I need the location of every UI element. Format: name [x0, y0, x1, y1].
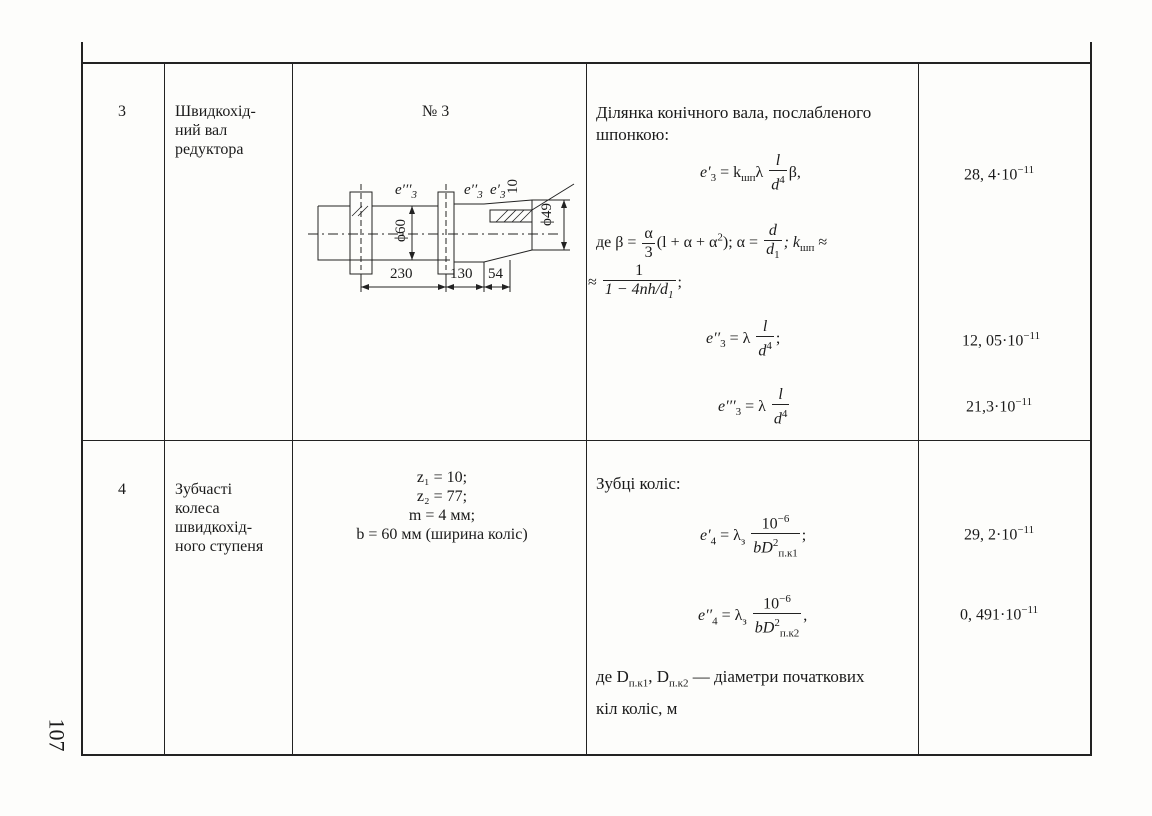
formula-e3-prime — [700, 152, 801, 194]
alpha-den-wrap — [764, 241, 782, 264]
note-a-sub: п.к1 — [628, 677, 649, 690]
sketch-e3-triple — [395, 182, 417, 201]
row4-param-b: b = 60 мм (ширина коліс) — [356, 526, 528, 543]
note-a: де D — [596, 667, 629, 686]
f1-lambda: λ — [755, 163, 764, 181]
alpha-fraction — [764, 222, 782, 264]
g2-den-exp: 2 — [774, 617, 780, 630]
note-b-sub: п.к2 — [669, 677, 689, 690]
row3-value-2 — [962, 330, 1040, 350]
g2-lsub: з — [742, 615, 747, 628]
row3-name-line1: Швидкохід- — [175, 103, 256, 120]
row3-description-line2: шпонкою: — [596, 125, 670, 144]
row4-note — [596, 664, 864, 722]
f1-tail: β, — [788, 163, 801, 181]
k-sub: шп — [800, 241, 815, 254]
g1-num-wrap — [751, 510, 800, 534]
column-line-0 — [81, 42, 83, 756]
formula-e4-double — [698, 590, 807, 643]
row3-description-line1: Ділянка конічного вала, послабленого — [596, 103, 872, 122]
row4-name-line3: швидкохід- — [175, 519, 253, 536]
row4-name-line1: Зубчасті — [175, 481, 233, 498]
sketch-e3-double — [464, 182, 483, 201]
column-line-2 — [292, 62, 293, 756]
row4-param-z2: z₂ = 77; — [416, 488, 468, 505]
k-den: 1 − 4nh/d — [604, 281, 669, 298]
f3-den-wrap — [772, 405, 790, 428]
column-line-3 — [586, 62, 587, 756]
f2-den: d — [758, 342, 767, 360]
sketch-e3-double-main: e′′ — [464, 182, 478, 198]
f3-lhs: e′′′ — [718, 397, 736, 415]
beta-paren-end: ); α = — [722, 233, 759, 251]
row3-value-3-mant: 21,3·10 — [966, 398, 1016, 416]
f2-lhs-sub: 3 — [720, 338, 726, 351]
g1-eq: = λ — [716, 527, 741, 545]
g2-num: 10 — [763, 595, 780, 613]
table-bottom-border — [82, 754, 1092, 756]
g2-lhs: e′′ — [698, 607, 713, 625]
dim-d49: ϕ49 — [538, 203, 555, 226]
g1-den-exp: 2 — [772, 537, 779, 550]
f1-fraction — [769, 152, 787, 194]
row4-value-1 — [964, 524, 1034, 544]
f2-eq: = λ — [725, 329, 751, 347]
f1-den-wrap — [769, 171, 787, 194]
f3-den-exp: 4 — [781, 408, 788, 420]
f1-mid: = k — [716, 163, 742, 181]
f1-den-exp: 4 — [779, 174, 785, 186]
row3-value-1-exp: −11 — [1017, 164, 1035, 176]
g2-fraction — [753, 590, 802, 643]
sketch-e3-triple-main: e′′′ — [395, 182, 412, 198]
dim-230: 230 — [390, 266, 413, 282]
f1-lhs: e′ — [700, 163, 711, 181]
g1-den: bD — [753, 539, 773, 557]
k-den-sub: 1 — [668, 289, 674, 302]
f2-lhs: e′′ — [706, 329, 721, 347]
f2-tail: ; — [775, 329, 781, 347]
row4-value-2-mant: 0, 491·10 — [960, 606, 1022, 624]
sketch-e3-triple-sub: 3 — [411, 189, 418, 201]
f3-fraction — [772, 386, 790, 428]
g1-lhs-sub: 4 — [710, 535, 717, 548]
beta-def-a: де β = — [596, 233, 637, 251]
g1-lhs: e′ — [700, 527, 711, 545]
f3-num: l — [772, 386, 790, 405]
beta-den: 3 — [644, 243, 653, 261]
row4-note-line1 — [596, 664, 864, 696]
row4-value-1-exp: −11 — [1017, 524, 1035, 536]
row4-value-2 — [960, 604, 1038, 624]
f2-fraction — [756, 318, 774, 360]
f1-den: d — [771, 176, 780, 194]
f2-num: l — [756, 318, 774, 337]
row3-value-2-exp: −11 — [1023, 330, 1041, 342]
column-line-4 — [918, 62, 919, 756]
formula-beta-def — [596, 222, 827, 264]
beta-exp: 2 — [717, 231, 723, 244]
dim-54: 54 — [488, 266, 503, 282]
alpha-den-sub: 1 — [774, 249, 780, 262]
row3-description — [596, 102, 871, 146]
g2-tail: , — [803, 607, 808, 625]
row4-note-line2: кіл коліс, м — [596, 699, 678, 719]
g2-num-exp: −6 — [779, 593, 791, 605]
k-approx: ≈ — [818, 233, 828, 251]
k-tail: ; — [677, 273, 682, 291]
column-line-1 — [164, 62, 165, 756]
k-num: 1 — [603, 262, 676, 281]
f3-lhs-sub: 3 — [735, 406, 742, 419]
column-line-5 — [1090, 42, 1092, 756]
g1-fraction — [751, 510, 800, 563]
approx2: ≈ — [588, 273, 597, 291]
dim-d60: ϕ60 — [392, 219, 409, 242]
row4-value-1-mant: 29, 2·10 — [964, 526, 1018, 544]
f2-den-wrap — [756, 337, 774, 360]
row4-name-line2: колеса — [175, 500, 220, 517]
row4-param-m: m = 4 мм; — [408, 507, 476, 524]
f1-ksub: шп — [741, 172, 756, 185]
g2-den-wrap — [753, 614, 802, 643]
g2-den: bD — [754, 619, 775, 637]
alpha-den: d — [766, 241, 775, 258]
beta-paren: (l + α + α — [656, 233, 718, 251]
dim-key-10: 10 — [505, 179, 521, 194]
note-c: — діаметри початкових — [688, 667, 865, 686]
g2-eq: = λ — [717, 607, 743, 625]
formula-e4-prime — [700, 510, 806, 563]
formula-e3-triple — [718, 386, 791, 428]
f2-den-exp: 4 — [766, 340, 772, 352]
g2-num-wrap — [753, 590, 802, 614]
dim-130: 130 — [450, 266, 473, 282]
row3-name — [175, 102, 256, 159]
table-top-border — [82, 62, 1092, 64]
beta-num: α — [644, 224, 653, 242]
f3-den: d — [773, 410, 782, 428]
g2-lhs-sub: 4 — [712, 615, 718, 628]
sketch-e3-single — [490, 182, 505, 201]
row3-value-3-exp: −11 — [1015, 396, 1033, 408]
row4-number: 4 — [118, 481, 126, 498]
row3-name-line3: редуктора — [175, 141, 244, 158]
note-b: , D — [648, 667, 669, 686]
row4-name-line4: ного ступеня — [175, 538, 264, 555]
f1-lhs-sub: 3 — [710, 172, 717, 185]
row3-sketch-label: № 3 — [422, 103, 450, 120]
k-fraction — [603, 262, 676, 304]
g1-lsub: з — [740, 535, 746, 548]
formula-k-approx — [588, 262, 682, 304]
f3-eq: = λ — [741, 397, 766, 415]
row3-name-line2: ний вал — [175, 122, 228, 139]
sketch-e3-single-main: e′ — [490, 182, 500, 198]
beta-fraction — [642, 225, 654, 262]
row4-value-2-exp: −11 — [1021, 604, 1039, 616]
row3-value-1-mant: 28, 4·10 — [964, 166, 1018, 184]
sketch-e3-double-sub: 3 — [477, 189, 483, 201]
row3-number: 3 — [118, 103, 126, 120]
g2-den-sub: п.к2 — [779, 627, 800, 640]
g1-den-wrap — [751, 534, 800, 563]
row4-param-z1: z₁ = 10; — [416, 469, 468, 486]
formula-e3-double — [706, 318, 780, 360]
k-def: ; k — [783, 233, 801, 251]
row3-value-2-mant: 12, 05·10 — [962, 332, 1024, 350]
g1-num: 10 — [761, 515, 778, 533]
row4-description: Зубці коліс: — [596, 474, 681, 493]
row4-name — [175, 480, 263, 556]
g1-tail: ; — [801, 527, 807, 545]
f1-num: l — [769, 152, 787, 171]
k-den-wrap — [603, 281, 676, 304]
shaft-sketch — [300, 170, 585, 300]
row3-value-1 — [964, 164, 1034, 184]
row-separator — [82, 440, 1092, 441]
g1-den-sub: п.к1 — [778, 547, 798, 560]
row4-params — [300, 468, 584, 544]
alpha-num: d — [764, 222, 782, 241]
sketch-e3-single-sub: 3 — [499, 189, 506, 201]
page-number: 107 — [44, 718, 70, 752]
row3-value-3 — [966, 396, 1032, 416]
g1-num-exp: −6 — [777, 513, 790, 525]
